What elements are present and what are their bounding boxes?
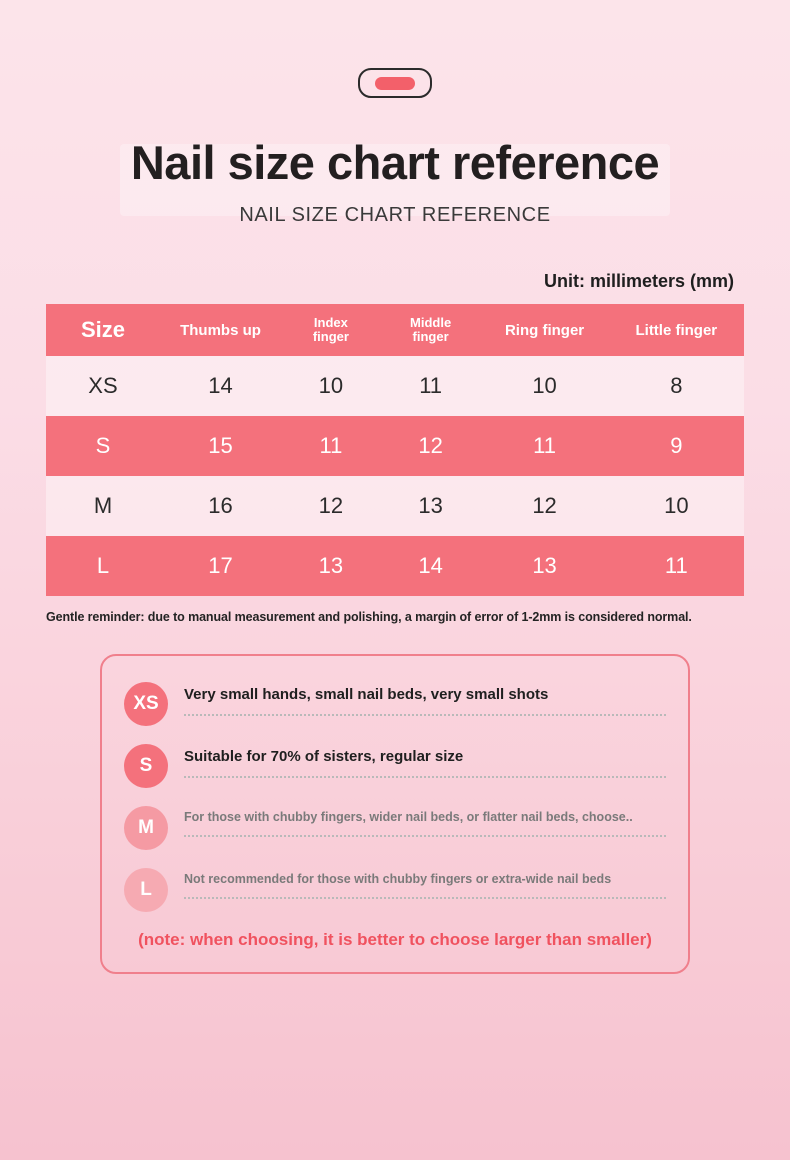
cell-index: 11 — [319, 433, 343, 459]
note-dotted-rule — [184, 712, 666, 716]
table-row — [46, 536, 744, 596]
list-item — [124, 868, 666, 912]
size-badge-s: S — [124, 744, 168, 788]
size-table — [46, 304, 744, 596]
cell-size: XS — [88, 373, 118, 399]
cell-thumb: 16 — [208, 493, 233, 519]
cell-size: S — [95, 433, 111, 459]
cell-index: 12 — [318, 493, 344, 519]
list-item — [124, 806, 666, 850]
note-body — [184, 744, 666, 778]
note-body — [184, 868, 666, 899]
cell-index: 10 — [318, 373, 344, 399]
note-dotted-rule — [184, 895, 666, 899]
cell-middle: 12 — [418, 433, 443, 459]
column-header-middle-line1: Middle — [410, 314, 452, 330]
size-table-wrap — [46, 304, 744, 596]
gentle-reminder-text: Gentle reminder: due to manual measurement and polishing, a margin of error of 1-2mm is considered normal. — [46, 610, 692, 625]
column-header-middle-line2: finger — [412, 329, 449, 345]
pill-indicator-wrap — [0, 0, 790, 98]
page-subtitle: NAIL SIZE CHART REFERENCE — [239, 204, 551, 227]
column-header-index-line2: finger — [312, 329, 349, 345]
size-badge-l: L — [124, 868, 168, 912]
size-notes-box — [100, 654, 690, 974]
cell-ring: 12 — [532, 493, 557, 519]
title-block — [0, 136, 790, 227]
size-table-header — [46, 304, 744, 356]
cell-size: M — [93, 493, 113, 519]
note-dotted-rule — [184, 774, 666, 778]
size-badge-m: M — [124, 806, 168, 850]
table-row — [46, 356, 744, 416]
column-header-little: Little finger — [635, 321, 718, 339]
cell-thumb: 17 — [208, 553, 233, 579]
cell-ring: 10 — [532, 373, 557, 399]
column-header-thumb: Thumbs up — [180, 321, 261, 339]
column-header-index-line1: Index — [313, 314, 348, 330]
cell-index: 13 — [318, 553, 344, 579]
cell-middle: 13 — [418, 493, 443, 519]
unit-label: Unit: millimeters (mm) — [543, 271, 734, 292]
capsule-indicator-fill — [375, 77, 415, 90]
page-title: Nail size chart reference — [130, 136, 660, 189]
note-text: For those with chubby fingers, wider nail beds, or flatter nail beds, choose.. — [184, 810, 633, 825]
note-dotted-rule — [184, 833, 666, 837]
size-badge-xs: XS — [124, 682, 168, 726]
cell-ring: 13 — [532, 553, 557, 579]
table-row — [46, 416, 744, 476]
column-header-ring: Ring finger — [504, 321, 585, 339]
table-row — [46, 476, 744, 536]
column-header-index — [281, 304, 381, 356]
note-text: Not recommended for those with chubby fingers or extra-wide nail beds — [184, 872, 612, 887]
note-text: Very small hands, small nail beds, very small shots — [184, 686, 549, 704]
size-table-body — [46, 356, 744, 596]
cell-thumb: 14 — [208, 373, 233, 399]
note-body — [184, 806, 666, 837]
list-item — [124, 744, 666, 788]
final-note-text: (note: when choosing, it is better to choose larger than smaller) — [138, 930, 652, 950]
cell-middle: 11 — [419, 373, 443, 399]
cell-middle: 14 — [418, 553, 443, 579]
cell-size: L — [96, 553, 110, 579]
note-body — [184, 682, 666, 716]
cell-little: 9 — [670, 433, 683, 459]
note-text: Suitable for 70% of sisters, regular size — [184, 748, 464, 766]
cell-ring: 11 — [533, 433, 556, 459]
column-header-middle — [381, 304, 481, 356]
cell-little: 10 — [664, 493, 689, 519]
capsule-indicator-icon — [358, 68, 432, 98]
list-item — [124, 682, 666, 726]
cell-thumb: 15 — [208, 433, 233, 459]
cell-little: 11 — [664, 553, 688, 579]
column-header-size: Size — [80, 317, 125, 343]
table-header-row — [46, 304, 744, 356]
cell-little: 8 — [670, 373, 683, 399]
